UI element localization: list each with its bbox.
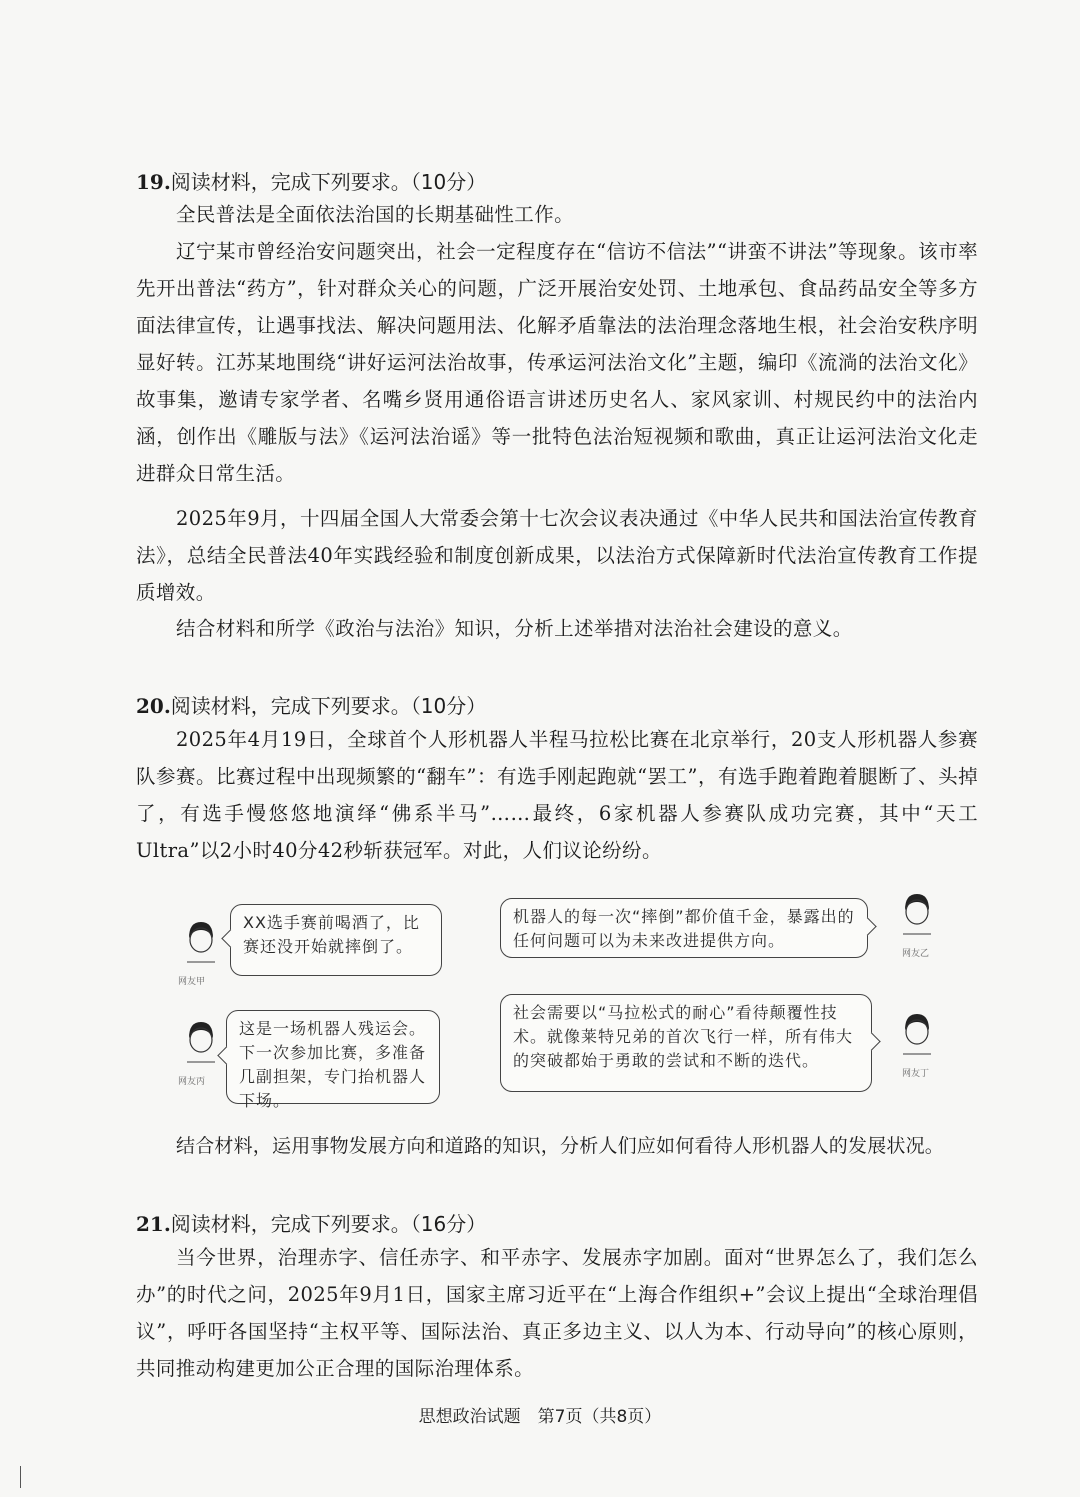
q21-paragraph-1: 当今世界，治理赤字、信任赤字、和平赤字、发展赤字加剧。面对“世界怎么了，我们怎么办”的时代之问，2025年9月1日，国家主席习近平在“上海合作组织+”会议上提出“全球治理倡议”，呼吁各国坚持“主权平等、国际法治、真正多边主义、以人为本、行动导向”的核心原则，共同推动构建更加公正合理的国际治理体系。 — [136, 1246, 978, 1380]
q19-paragraph-1: 全民普法是全面依法治国的长期基础性工作。 — [176, 203, 575, 226]
user-bing-avatar-icon — [181, 1018, 221, 1066]
q19-number: 19. — [136, 170, 171, 194]
user-yi-avatar-icon — [897, 890, 937, 938]
user-bing-label: 网友丙 — [178, 1077, 206, 1087]
q20-title — [136, 690, 486, 719]
user-jia-label: 网友甲 — [178, 977, 206, 987]
user-ding-label: 网友丁 — [902, 1069, 930, 1079]
q19-paragraph-3: 2025年9月，十四届全国人大常委会第十七次会议表决通过《中华人民共和国法治宣传教育法》，总结全民普法40年实践经验和制度创新成果，以法治方式保障新时代法治宣传教育工作提质增效。 — [136, 507, 978, 604]
q19-title — [136, 166, 486, 195]
comment-text-yi: 机器人的每一次“摔倒”都价值千金，暴露出的任何问题可以为未来改进提供方向。 — [513, 907, 855, 950]
q21-number: 21. — [136, 1212, 171, 1236]
comment-text-bing-main: 这是一场机器人残运会。下一次参加比赛，多准备几副担架，专门抬机器人下场。 — [239, 1019, 427, 1110]
q21-title — [136, 1208, 486, 1237]
user-yi-label: 网友乙 — [902, 949, 930, 959]
q20-paragraph-1: 2025年4月19日，全球首个人形机器人半程马拉松比赛在北京举行，20支人形机器人参赛队参赛。比赛过程中出现频繁的“翻车”：有选手刚起跑就“罢工”，有选手跑着跑着腿断了、头掉了，有选手慢悠悠地演绎“佛系半马”……最终，6家机器人参赛队成功完赛，其中“天工Ultra”以2小时40分42秒斩获冠军。对此，人们议论纷纷。 — [136, 728, 978, 862]
margin-mark — [20, 1466, 21, 1488]
comment-bubble-ding — [500, 994, 872, 1092]
user-jia-avatar-icon — [181, 918, 221, 966]
user-ding-avatar-icon — [897, 1010, 937, 1058]
q20-title-text: 阅读材料，完成下列要求。（10分） — [170, 694, 487, 718]
page-footer: 思想政治试题 第7页（共8页） — [418, 1407, 662, 1427]
comment-text-ding: 社会需要以“马拉松式的耐心”看待颠覆性技术。就像莱特兄弟的首次飞行一样，所有伟大的突破都始于勇敢的尝试和不断的迭代。 — [513, 1003, 854, 1070]
q21-title-text: 阅读材料，完成下列要求。（16分） — [170, 1212, 487, 1236]
comment-bubble-yi — [500, 898, 868, 958]
q19-question: 结合材料和所学《政治与法治》知识，分析上述举措对法治社会建设的意义。 — [176, 617, 853, 640]
comment-bubble-jia — [230, 904, 442, 976]
q20-question: 结合材料，运用事物发展方向和道路的知识，分析人们应如何看待人形机器人的发展状况。 — [176, 1135, 945, 1157]
q20-number: 20. — [136, 694, 171, 718]
q19-title-text: 阅读材料，完成下列要求。（10分） — [170, 170, 487, 194]
comment-text-jia: XX选手赛前喝酒了，比赛还没开始就摔倒了。 — [243, 913, 420, 956]
q19-paragraph-2: 辽宁某市曾经治安问题突出，社会一定程度存在“信访不信法”“讲蛮不讲法”等现象。该市率先开出普法“药方”，针对群众关心的问题，广泛开展治安处罚、土地承包、食品药品安全等多方面法律宣传，让遇事找法、解决问题用法、化解矛盾靠法的法治理念落地生根，社会治安秩序明显好转。江苏某地围绕“讲好运河法治故事，传承运河法治文化”主题，编印《流淌的法治文化》故事集，邀请专家学者、名嘴乡贤用通俗语言讲述历史名人、家风家训、村规民约中的法治内涵，创作出《雕版与法》《运河法治谣》等一批特色法治短视频和歌曲，真正让运河法治文化走进群众日常生活。 — [136, 240, 978, 485]
comment-bubble-bing — [226, 1010, 440, 1110]
